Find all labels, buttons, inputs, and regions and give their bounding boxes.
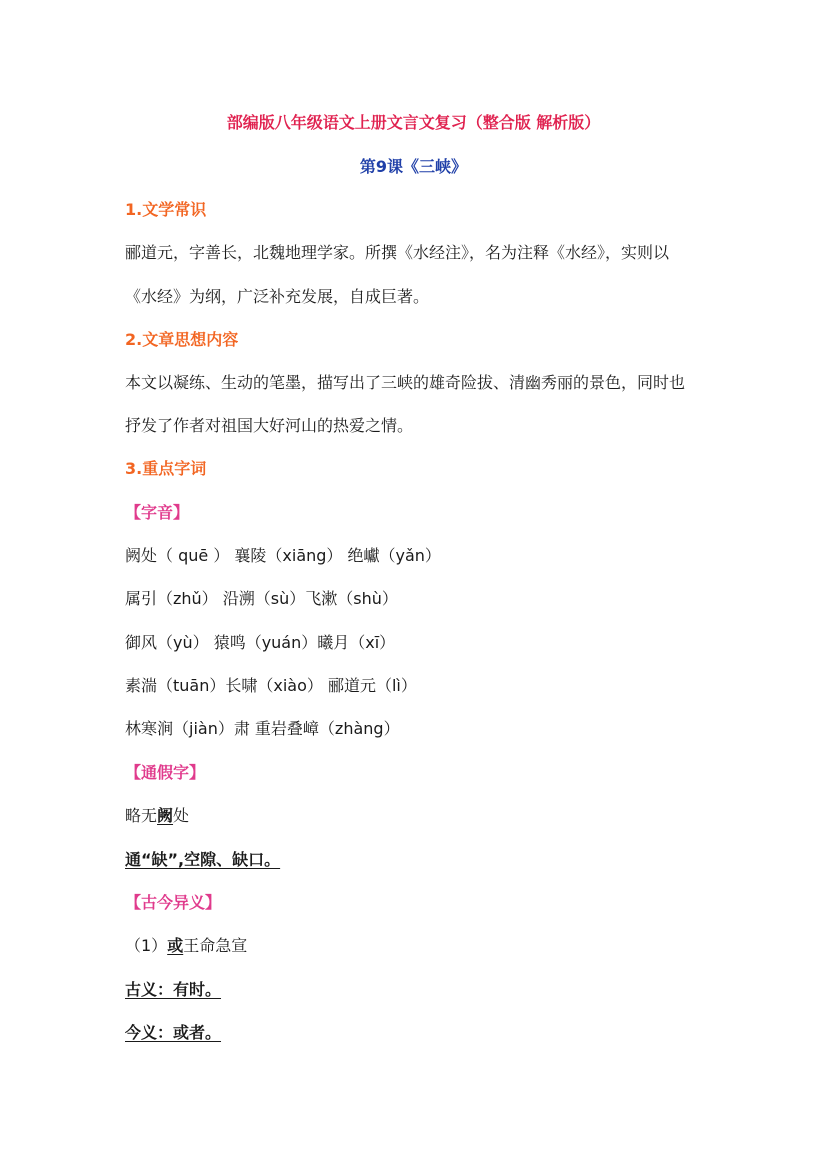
explanation: 通“缺”,空隙、缺口。 bbox=[125, 850, 281, 869]
key-character: 或 bbox=[167, 936, 184, 955]
modern-meaning: 今义：或者。 bbox=[125, 1023, 222, 1042]
paragraph-line: 抒发了作者对祖国大好河山的热爱之情。 bbox=[125, 416, 414, 435]
example-sentence bbox=[125, 805, 189, 827]
ancient-meaning: 古义：有时。 bbox=[125, 980, 222, 999]
pronunciation-line: 属引（zhǔ） 沿溯（sù）飞漱（shù） bbox=[125, 589, 398, 608]
subheading-gujin: 【古今异义】 bbox=[125, 893, 222, 912]
pronunciation-line: 阙处（ quē ） 襄陵（xiāng） 绝巘（yǎn） bbox=[125, 546, 441, 565]
pronunciation-line: 素湍（tuān）长啸（xiào） 郦道元（lì） bbox=[125, 676, 417, 695]
pronunciation-line: 林寒涧（jiàn）肃 重岩叠嶂（zhàng） bbox=[125, 719, 400, 738]
paragraph-line: 郦道元，字善长，北魏地理学家。所撰《水经注》，名为注释《水经》，实则以 bbox=[125, 243, 670, 262]
pronunciation-line: 御风（yù） 猿鸣（yuán）曦月（xī） bbox=[125, 633, 396, 652]
document-title: 部编版八年级语文上册文言文复习（整合版 解析版） bbox=[226, 113, 601, 132]
sentence-text: 略无 bbox=[125, 806, 158, 825]
paragraph-line: 本文以凝练、生动的笔墨，描写出了三峡的雄奇险拔、清幽秀丽的景色，同时也 bbox=[125, 373, 686, 392]
sentence-text: 处 bbox=[173, 806, 190, 825]
section-heading-content: 2.文章思想内容 bbox=[125, 330, 239, 349]
key-character: 阙 bbox=[157, 806, 174, 825]
section-heading-keywords: 3.重点字词 bbox=[125, 459, 207, 478]
sentence-text: 王命急宣 bbox=[183, 936, 248, 955]
example-sentence bbox=[125, 935, 247, 957]
subheading-pronunciation: 【字音】 bbox=[125, 503, 190, 522]
lesson-title: 第9课《三峡》 bbox=[359, 157, 468, 176]
item-number: （1） bbox=[125, 936, 168, 955]
subheading-tongjiazi: 【通假字】 bbox=[125, 763, 206, 782]
paragraph-line: 《水经》为纲，广泛补充发展，自成巨著。 bbox=[125, 287, 430, 306]
section-heading-literature: 1.文学常识 bbox=[125, 200, 207, 219]
